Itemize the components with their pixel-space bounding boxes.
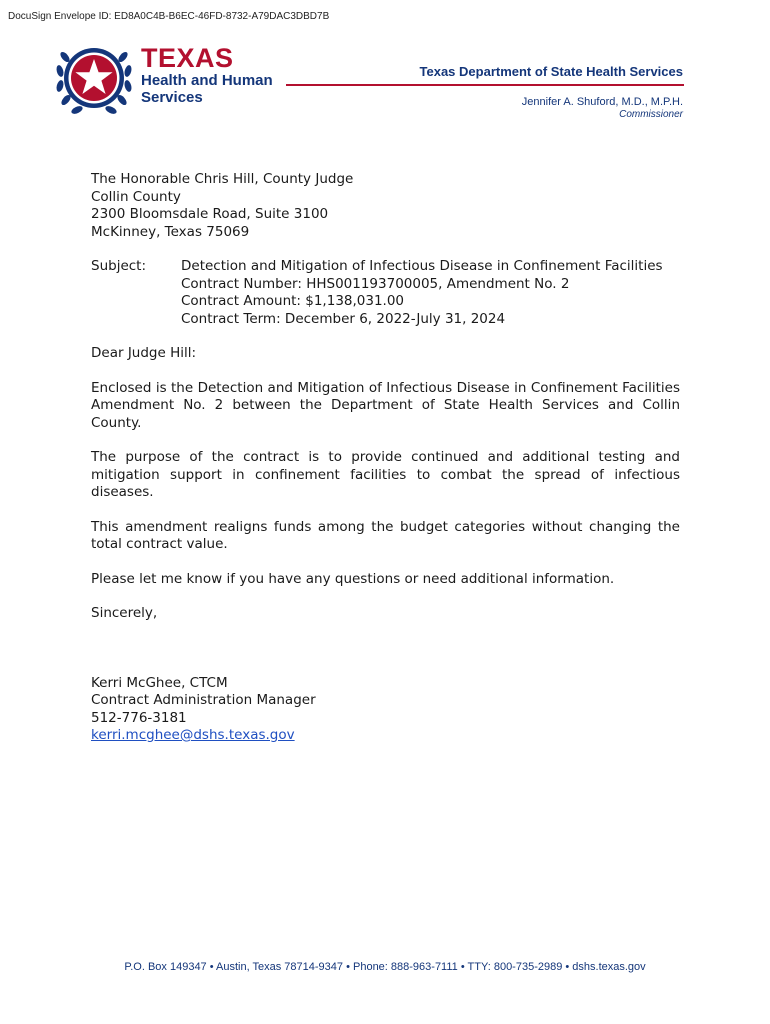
body-paragraph: This amendment realigns funds among the budget categories without changing the total contract value. <box>91 518 680 552</box>
signer-name: Kerri McGhee, CTCM <box>91 674 228 691</box>
body-paragraph: Please let me know if you have any questions or need additional information. <box>91 570 615 587</box>
recipient-line: The Honorable Chris Hill, County Judge <box>91 171 354 187</box>
body-paragraph: The purpose of the contract is to provide continued and additional testing and mitigation support in confinement facilities to combat the spread of infectious diseases. <box>91 449 680 500</box>
docusign-envelope-id: DocuSign Envelope ID: ED8A0C4B-B6EC-46FD-8732-A79DAC3DBD7B <box>8 11 330 22</box>
logo-texas-word: TEXAS <box>141 43 234 73</box>
department-name: Texas Department of State Health Services <box>419 64 683 79</box>
subject-lines <box>181 258 680 328</box>
commissioner-title: Commissioner <box>619 109 683 120</box>
subject-block <box>91 258 680 328</box>
signature-block <box>91 675 680 745</box>
commissioner-name: Jennifer A. Shuford, M.D., M.P.H. <box>521 96 683 108</box>
logo-hhs-line-1: Health and Human <box>141 72 273 89</box>
letter-body <box>91 171 680 745</box>
closing: Sincerely, <box>91 605 158 621</box>
hhs-logo-text <box>141 44 273 106</box>
texas-seal-icon <box>54 33 134 117</box>
recipient-line: 2300 Bloomsdale Road, Suite 3100 <box>91 206 329 222</box>
subject-line: Detection and Mitigation of Infectious Disease in Confinement Facilities <box>181 258 663 274</box>
signer-email-link[interactable]: kerri.mcghee@dshs.texas.gov <box>91 727 295 743</box>
logo-hhs-line-2: Services <box>141 89 203 106</box>
subject-line: Contract Number: HHS001193700005, Amendment No. 2 <box>181 275 570 292</box>
signer-title: Contract Administration Manager <box>91 692 316 708</box>
footer-contact: P.O. Box 149347 • Austin, Texas 78714-9347 • Phone: 888-963-7111 • TTY: 800-735-2989 • dshs.texas.gov <box>124 961 646 973</box>
subject-label: Subject: <box>91 258 147 274</box>
body-paragraph: Enclosed is the Detection and Mitigation of Infectious Disease in Confinement Facilities Amendment No. 2 between the Department of State Health Services and Collin County. <box>91 379 680 431</box>
subject-line: Contract Amount: $1,138,031.00 <box>181 293 405 309</box>
salutation: Dear Judge Hill: <box>91 345 197 361</box>
subject-line: Contract Term: December 6, 2022-July 31, 2024 <box>181 310 506 327</box>
recipient-line: Collin County <box>91 188 181 205</box>
header-divider <box>286 84 684 86</box>
recipient-line: McKinney, Texas 75069 <box>91 223 250 240</box>
signer-phone: 512-776-3181 <box>91 709 187 726</box>
recipient-address <box>91 171 680 241</box>
